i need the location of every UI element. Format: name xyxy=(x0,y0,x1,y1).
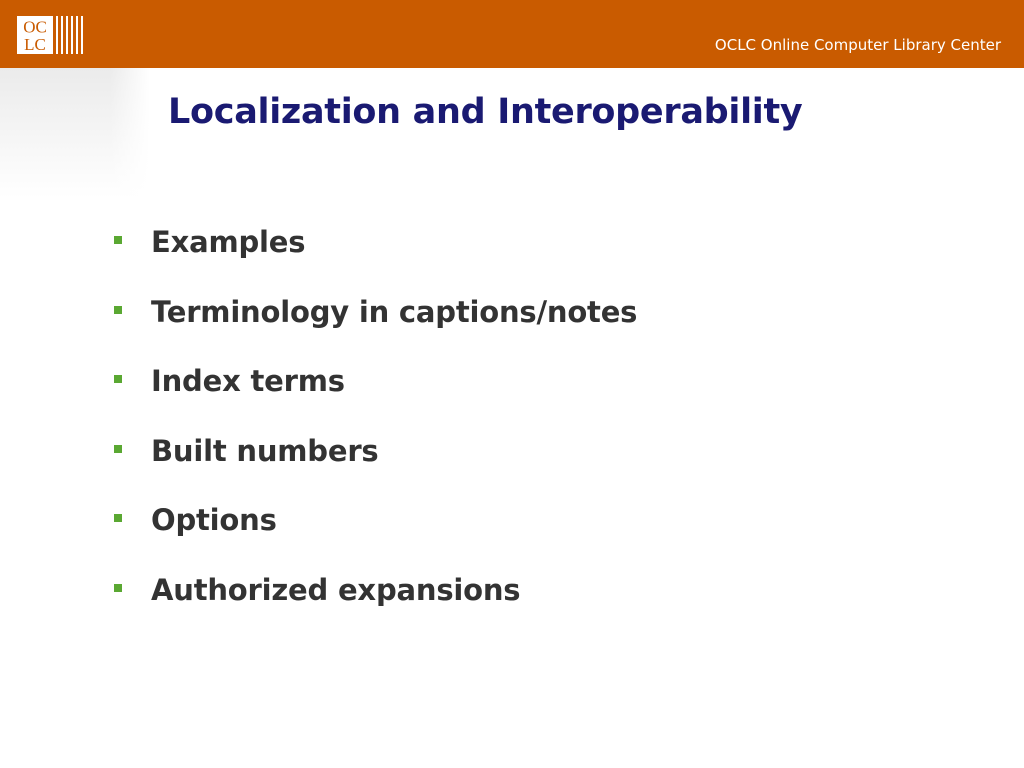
organization-name: OCLC Online Computer Library Center xyxy=(714,36,1001,54)
bullet-item-terminology xyxy=(114,293,637,363)
bullet-text: Authorized expansions xyxy=(151,572,521,607)
square-bullet-icon xyxy=(114,584,122,592)
oclc-logo xyxy=(17,16,83,54)
bullet-text: Terminology in captions/notes xyxy=(151,294,638,329)
slide-title: Localization and Interoperability xyxy=(168,92,803,132)
bullet-list xyxy=(114,223,637,640)
bullet-item-index-terms xyxy=(114,362,637,432)
bullet-item-built-numbers xyxy=(114,432,637,502)
bullet-text: Examples xyxy=(151,225,306,259)
corner-gradient xyxy=(0,68,150,198)
square-bullet-icon xyxy=(114,514,122,522)
bullet-item-options xyxy=(114,501,637,571)
bullet-item-authorized-expansions xyxy=(114,571,637,641)
logo-text-top: OC xyxy=(23,17,47,37)
square-bullet-icon xyxy=(114,306,122,314)
bullet-text: Index terms xyxy=(151,364,345,398)
bullet-text: Options xyxy=(151,503,277,537)
bullet-item-examples xyxy=(114,223,637,293)
header-bar xyxy=(0,0,1024,68)
bullet-text: Built numbers xyxy=(151,433,379,468)
square-bullet-icon xyxy=(114,236,122,244)
square-bullet-icon xyxy=(114,375,122,383)
logo-text-bottom: LC xyxy=(24,35,46,54)
square-bullet-icon xyxy=(114,445,122,453)
